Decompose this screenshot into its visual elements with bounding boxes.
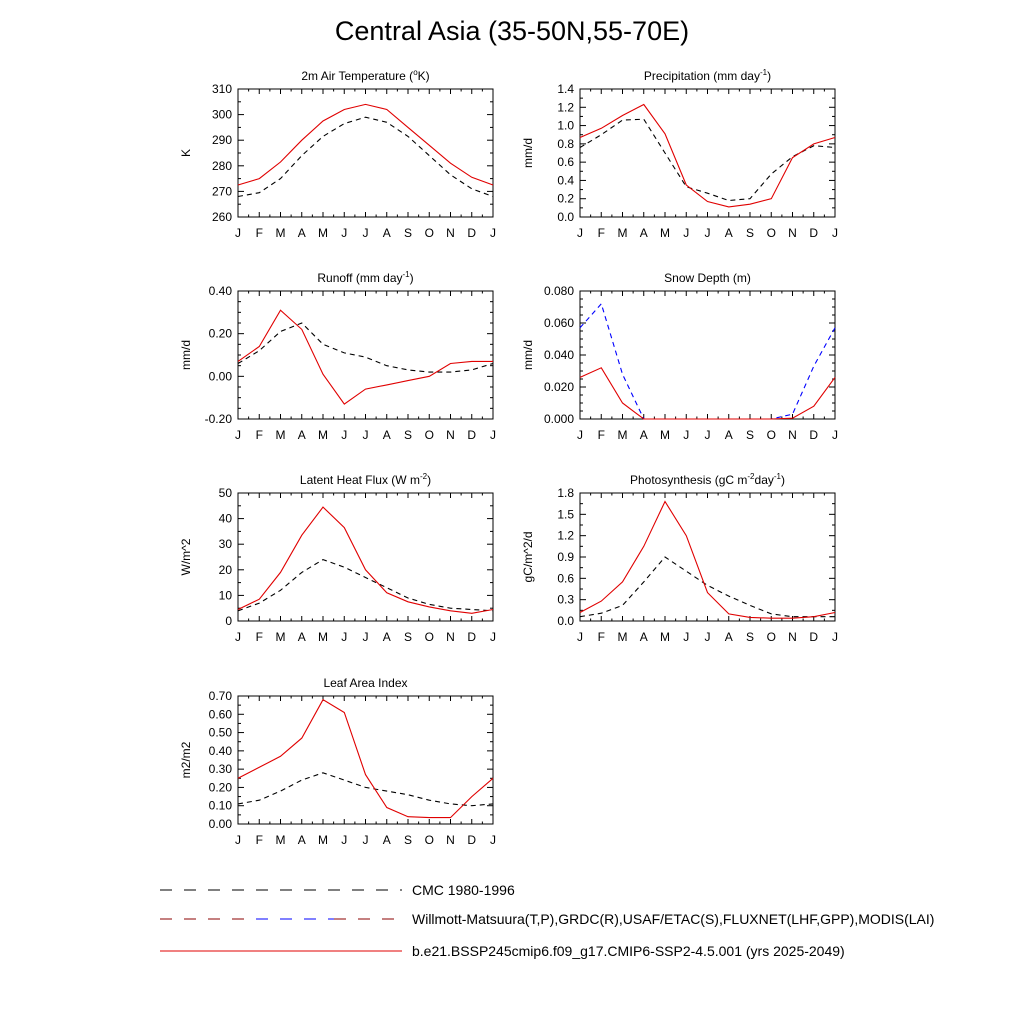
x-tick-label: J [341,833,348,847]
x-tick-label: M [617,428,628,442]
chart-title [630,472,785,487]
x-tick-label: S [403,833,413,847]
x-tick-label: J [704,428,711,442]
y-tick-label: 290 [211,133,232,148]
chart-title-text: ) [781,473,785,487]
x-tick-label: J [341,630,348,644]
x-tick-label: J [683,226,690,240]
x-tick-label: A [382,833,391,847]
y-tick-label: 0.00 [208,369,232,384]
x-tick-label: J [362,630,369,644]
series-line-1 [238,104,493,185]
y-tick-label: 0.040 [543,348,574,362]
x-tick-label: O [766,428,776,442]
figure-legend [0,870,1024,980]
y-tick-label: 0.3 [557,592,574,607]
x-tick-label: J [577,630,583,644]
x-tick-label: N [446,833,455,847]
chart-panel-3 [521,271,838,442]
chart-title-superscript: -1 [773,472,781,481]
chart-title-text: 2m Air Temperature ( [301,69,414,83]
chart-title-text: Leaf Area Index [323,676,408,690]
x-tick-label: N [788,226,797,240]
x-tick-label: M [617,630,628,644]
x-tick-label: J [683,630,690,644]
y-tick-label: 1.5 [557,507,574,522]
y-tick-label: 260 [211,210,232,224]
y-tick-label: 0.2 [557,191,574,206]
y-tick-label: 0.20 [208,780,232,795]
y-tick-label: 0.080 [543,284,574,298]
x-tick-label: J [832,428,838,442]
x-tick-label: O [766,226,776,240]
x-tick-label: J [490,630,496,644]
x-tick-label: M [318,833,328,847]
x-tick-label: D [467,833,477,847]
y-axis-label: gC/m^2/d [521,531,535,583]
x-tick-label: O [766,630,776,644]
x-tick-label: S [403,226,413,240]
legend-entry-0 [160,882,515,898]
plot-frame [238,89,493,217]
x-tick-label: M [617,226,628,240]
chart-title-text: Latent Heat Flux (W m [299,473,420,487]
series-line-1 [580,105,835,207]
y-tick-label: 0.9 [557,550,574,564]
x-tick-label: O [424,428,434,442]
x-tick-label: F [255,630,263,644]
x-tick-label: A [724,630,733,644]
y-tick-label: 0.4 [557,173,574,188]
chart-title-text: Photosynthesis (gC m [630,473,748,487]
x-tick-label: A [297,630,306,644]
x-tick-label: M [318,630,328,644]
y-tick-label: 0.20 [208,326,232,341]
y-tick-label: 0.30 [208,762,232,777]
x-tick-label: A [724,226,733,240]
y-tick-label: 0 [225,614,232,628]
x-tick-label: D [467,630,477,644]
y-tick-label: 10 [218,588,232,603]
y-tick-label: 270 [211,184,232,199]
x-tick-label: S [745,428,755,442]
chart-panel-1 [521,68,838,240]
x-tick-label: A [639,226,648,240]
x-tick-label: J [704,226,711,240]
y-tick-label: 1.8 [557,486,574,500]
y-tick-label: 1.0 [557,118,574,133]
chart-title [323,676,407,690]
x-tick-label: J [832,630,838,644]
x-tick-label: N [446,630,455,644]
x-tick-label: J [235,226,241,240]
x-tick-label: N [788,630,797,644]
x-tick-label: D [809,226,819,240]
chart-title-superscript: o [413,68,418,77]
series-line-0 [238,117,493,196]
chart-panel-4 [179,472,496,644]
x-tick-label: F [597,630,605,644]
chart-title [317,270,413,285]
x-tick-label: A [297,428,306,442]
chart-title [301,68,429,83]
figure-title: Central Asia (35-50N,55-70E) [334,16,690,46]
x-tick-label: M [660,226,670,240]
y-tick-label: 20 [218,562,232,577]
x-tick-label: O [424,630,434,644]
x-tick-label: J [362,428,369,442]
y-tick-label: 0.6 [557,155,574,170]
legend-label-0: CMC 1980-1996 [412,882,515,898]
chart-title [644,68,771,83]
chart-panel-5 [521,472,838,644]
x-tick-label: A [724,428,733,442]
x-tick-label: A [297,226,306,240]
x-tick-label: J [683,428,690,442]
y-tick-label: 50 [218,486,232,500]
legend-entry-1 [160,911,934,927]
x-tick-label: M [318,226,328,240]
series-line-0 [238,323,493,372]
x-tick-label: A [382,630,391,644]
x-tick-label: O [424,833,434,847]
x-tick-label: A [639,428,648,442]
y-tick-label: 0.10 [208,798,232,813]
y-tick-label: 0.000 [543,412,574,426]
y-tick-label: 0.00 [208,817,232,831]
series-line-1 [580,304,835,419]
x-tick-label: J [577,226,583,240]
y-axis-label: mm/d [521,138,535,168]
x-tick-label: A [382,428,391,442]
chart-panel-0 [179,68,496,240]
chart-title-text: ) [427,473,432,487]
chart-title-superscript: -1 [759,68,768,77]
x-tick-label: F [255,428,263,442]
x-tick-label: A [382,226,391,240]
plot-frame [580,291,835,419]
x-tick-label: J [235,630,241,644]
y-tick-label: 0.70 [208,689,232,703]
x-tick-label: S [403,630,413,644]
chart-title-text: Precipitation (mm day [643,69,760,83]
chart-panel-2 [179,270,496,442]
x-tick-label: S [745,630,755,644]
y-tick-label: 30 [218,537,232,552]
series-line-1 [238,507,493,613]
chart-title-text: Runoff (mm day [317,271,403,285]
chart-title-text: day [754,473,774,487]
x-tick-label: M [275,630,286,644]
x-tick-label: N [446,428,455,442]
chart-title [300,472,431,487]
y-tick-label: -0.20 [204,412,232,426]
series-line-2 [580,368,835,419]
y-tick-label: 40 [218,511,232,526]
x-tick-label: M [275,833,286,847]
chart-title-text: K) [417,69,430,83]
x-tick-label: J [362,833,369,847]
y-tick-label: 0.060 [543,316,574,330]
chart-title-superscript: -1 [402,270,410,279]
x-tick-label: M [275,428,286,442]
x-tick-label: D [467,428,477,442]
x-tick-label: F [597,428,605,442]
plot-frame [580,493,835,621]
legend-label-2: b.e21.BSSP245cmip6.f09_g17.CMIP6-SSP2-4.5.001 (yrs 2025-2049) [412,943,845,959]
x-tick-label: J [490,428,496,442]
y-axis-label: mm/d [521,340,535,370]
x-tick-label: S [403,428,413,442]
x-tick-label: A [639,630,648,644]
y-tick-label: 300 [211,107,232,122]
y-axis-label: m2/m2 [179,741,193,779]
series-line-1 [238,700,493,818]
y-axis-label: W/m^2 [179,538,193,576]
series-line-0 [580,557,835,617]
y-tick-label: 0.0 [557,210,574,224]
series-line-0 [580,119,835,200]
y-tick-label: 0.6 [557,571,574,586]
x-tick-label: O [424,226,434,240]
y-tick-label: 0.40 [208,284,232,298]
y-tick-label: 0.020 [543,380,574,394]
y-tick-label: 1.4 [557,82,574,96]
plot-frame [238,493,493,621]
x-tick-label: F [255,226,263,240]
chart-panel-6 [179,676,496,847]
x-tick-label: N [788,428,797,442]
legend-label-1: Willmott-Matsuura(T,P),GRDC(R),USAF/ETAC(S),FLUXNET(LHF,GPP),MODIS(LAI) [412,911,935,927]
chart-title-superscript: -2 [747,472,755,481]
x-tick-label: D [467,226,477,240]
x-tick-label: J [832,226,838,240]
y-tick-label: 0.8 [557,136,574,151]
x-tick-label: J [235,833,241,847]
x-tick-label: F [255,833,263,847]
x-tick-label: J [362,226,369,240]
y-tick-label: 1.2 [557,528,574,543]
x-tick-label: M [660,630,670,644]
x-tick-label: J [490,833,496,847]
y-axis-label: mm/d [179,340,193,370]
x-tick-label: M [660,428,670,442]
plot-frame [580,89,835,217]
x-tick-label: M [275,226,286,240]
x-tick-label: J [341,226,348,240]
y-tick-label: 0.50 [208,725,232,740]
y-tick-label: 0.60 [208,707,232,722]
series-line-0 [238,773,493,806]
x-tick-label: D [809,428,819,442]
chart-title-text: ) [409,271,414,285]
y-tick-label: 0.0 [557,614,574,628]
x-tick-label: F [597,226,605,240]
x-tick-label: N [446,226,455,240]
x-tick-label: J [490,226,496,240]
legend-entry-2 [160,943,845,959]
x-tick-label: J [704,630,711,644]
plot-frame [238,291,493,419]
y-tick-label: 0.40 [208,743,232,758]
x-tick-label: A [297,833,306,847]
y-tick-label: 1.2 [557,100,574,115]
y-axis-label: K [179,148,193,158]
chart-title-text: Snow Depth (m) [664,271,751,285]
y-tick-label: 280 [211,158,232,173]
x-tick-label: J [235,428,241,442]
x-tick-label: D [809,630,819,644]
y-tick-label: 310 [211,82,232,96]
series-line-1 [580,502,835,619]
chart-title-text: ) [767,69,772,83]
chart-title [664,271,751,285]
series-line-1 [238,310,493,404]
chart-title-superscript: -2 [419,472,428,481]
series-line-0 [238,560,493,611]
x-tick-label: J [341,428,348,442]
x-tick-label: S [745,226,755,240]
x-tick-label: J [577,428,583,442]
x-tick-label: M [318,428,328,442]
